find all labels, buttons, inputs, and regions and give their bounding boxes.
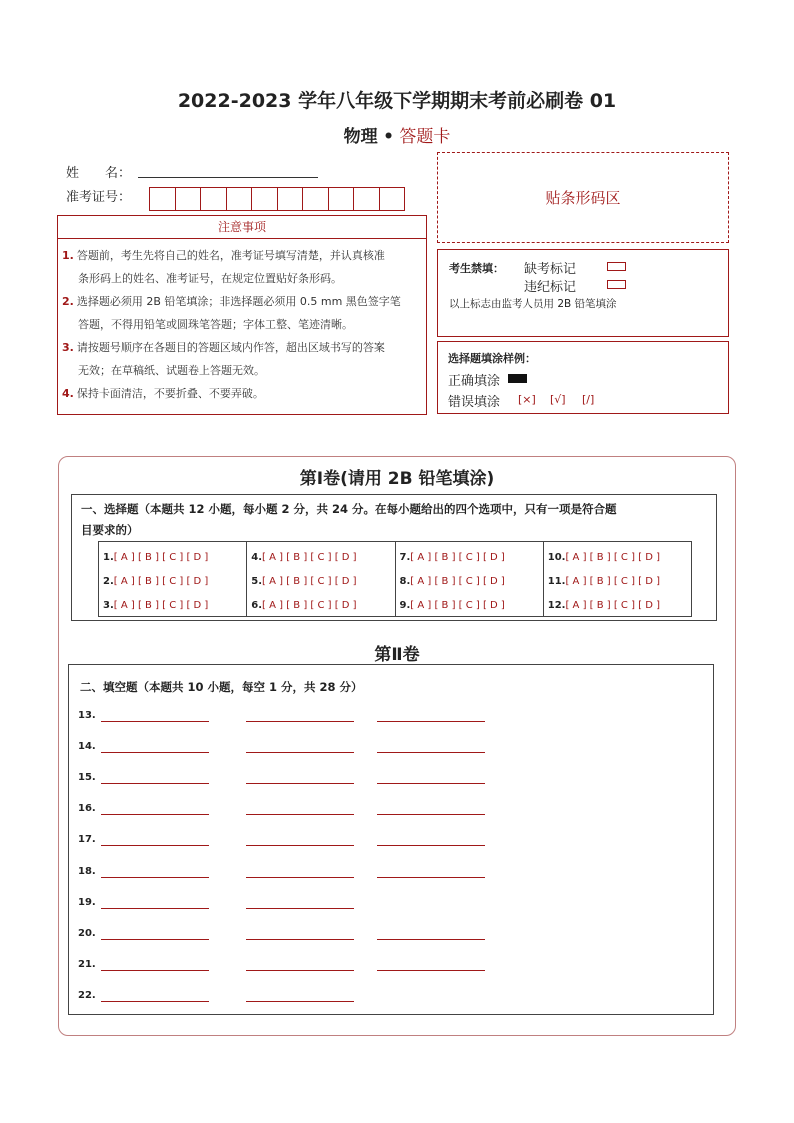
choice-question-number: 9. [399,600,411,611]
fill-example-panel [437,341,729,414]
notice-text: 答题前，考生先将自己的姓名，准考证号填写清楚，并认真核准 [76,249,385,262]
exam-id-digit-box[interactable] [149,187,176,211]
exam-id-digit-box[interactable] [379,187,406,211]
fill-blank-line[interactable] [377,877,485,878]
exam-id-digit-box[interactable] [328,187,355,211]
fill-blank-line[interactable] [246,939,354,940]
notice-item [62,244,422,290]
fill-section-title: 二、填空题（本题共 10 小题，每空 1 分，共 28 分） [80,680,363,694]
ban-panel [437,249,729,337]
fill-blank-line[interactable] [246,845,354,846]
notice-text: 答题，不得用铅笔或圆珠笔答题；字体工整、笔迹清晰。 [78,318,353,331]
choice-question[interactable] [247,594,394,618]
choice-options[interactable]: [ A ] [ B ] [ C ] [ D ] [410,576,505,587]
fill-blank-line[interactable] [101,908,209,909]
exam-id-digit-box[interactable] [353,187,380,211]
violation-mark-box[interactable] [607,280,626,289]
fill-blank-line[interactable] [377,845,485,846]
fill-blank-line[interactable] [101,1001,209,1002]
fill-blank-line[interactable] [101,814,209,815]
fill-question-number: 17. [78,834,96,846]
absent-mark-box[interactable] [607,262,626,271]
barcode-area [437,152,729,243]
notice-text: 无效；在草稿纸、试题卷上答题无效。 [78,364,265,377]
choice-options[interactable]: [ A ] [ B ] [ C ] [ D ] [113,576,209,587]
choice-options[interactable]: [ A ] [ B ] [ C ] [ D ] [262,552,357,563]
choice-question[interactable] [99,594,246,618]
choice-question[interactable] [247,570,394,594]
page-title: 2022-2023 学年八年级下学期期末考前必刷卷 01 [177,90,617,112]
wrong-mark-check: [√] [550,393,566,406]
separator-dot: • [383,127,394,147]
choice-column [396,542,544,616]
example-heading: 选择题填涂样例： [448,352,536,365]
fill-question-number: 20. [78,927,96,939]
choice-options[interactable]: [ A ] [ B ] [ C ] [ D ] [565,600,661,611]
notice-num: 2. [62,295,74,308]
subject-label: 物理 [343,127,378,147]
notice-item [62,336,422,382]
choice-question[interactable] [544,546,691,570]
choice-question[interactable] [396,570,543,594]
notice-item [62,382,422,405]
barcode-label: 贴条形码区 [545,189,621,207]
choice-question-number: 1. [103,552,114,563]
notice-text: 条形码上的姓名、准考证号，在规定位置贴好条形码。 [78,272,342,285]
choice-options[interactable]: [ A ] [ B ] [ C ] [ D ] [113,552,209,563]
fill-question-number: 18. [78,865,96,877]
fill-blank-line[interactable] [377,783,485,784]
fill-blank-line[interactable] [246,721,354,722]
wrong-mark-x: [×] [518,393,536,406]
fill-question-number: 22. [78,989,96,1001]
choice-options[interactable]: [ A ] [ B ] [ C ] [ D ] [565,576,661,587]
choice-question-number: 11. [547,576,566,587]
notice-panel [57,215,427,415]
choice-question[interactable] [544,570,691,594]
exam-id-digit-box[interactable] [277,187,304,211]
choice-question-number: 12. [547,600,566,611]
correct-fill-label: 正确填涂 [448,374,501,389]
choice-column [544,542,691,616]
choice-question-number: 5. [251,576,263,587]
fill-blank-line[interactable] [377,721,485,722]
choice-question-number: 6. [251,600,263,611]
exam-id-digit-box[interactable] [302,187,329,211]
choice-options[interactable]: [ A ] [ B ] [ C ] [ D ] [410,600,505,611]
wrong-mark-slash: [/] [582,393,595,406]
exam-id-digit-box[interactable] [251,187,278,211]
choice-question-number: 8. [399,576,411,587]
notice-text: 请按题号顺序在各题目的答题区域内作答，超出区域书写的答案 [76,341,385,354]
notice-text: 选择题必须用 2B 铅笔填涂；非选择题必须用 0.5 mm 黑色签字笔 [76,295,401,308]
fill-blank-line[interactable] [377,939,485,940]
choice-question-number: 10. [547,552,566,563]
page-subtitle [0,122,794,147]
exam-id-label: 准考证号： [66,190,132,205]
choice-options[interactable]: [ A ] [ B ] [ C ] [ D ] [113,600,209,611]
fill-blank-line[interactable] [377,752,485,753]
absent-label: 缺考标记 [524,262,577,277]
notice-heading: 注意事项 [58,216,426,239]
fill-question-number: 13. [78,710,96,721]
choice-question-number: 2. [103,576,114,587]
part1-title: 第Ⅰ卷(请用 2B 铅笔填涂) [299,469,495,489]
exam-id-digit-box[interactable] [200,187,227,211]
fill-blank-line[interactable] [101,939,209,940]
fill-question-number: 19. [78,896,96,908]
correct-fill-sample [508,374,527,383]
choice-question[interactable] [544,594,691,618]
fill-blank-line[interactable] [246,752,354,753]
exam-id-digit-box[interactable] [226,187,253,211]
exam-id-digit-box[interactable] [175,187,202,211]
fill-question-number: 14. [78,741,96,753]
fill-blank-line[interactable] [101,752,209,753]
choice-question[interactable] [396,594,543,618]
choice-section-title: 一、选择题（本题共 12 小题，每小题 2 分，共 24 分。在每小题给出的四个选项中，只有一项是符合题 [81,502,617,516]
answer-card-label: 答题卡 [399,127,451,147]
fill-blank-line[interactable] [377,814,485,815]
fill-blank-line[interactable] [246,908,354,909]
choice-options[interactable]: [ A ] [ B ] [ C ] [ D ] [262,600,357,611]
ban-label: 考生禁填： [449,262,504,275]
fill-question-box [68,664,714,1015]
name-field[interactable] [138,177,318,178]
violation-label: 违纪标记 [524,280,577,295]
fill-question-number: 16. [78,803,96,815]
choice-column [99,542,247,616]
choice-question-number: 3. [103,600,114,611]
fill-blank-line[interactable] [246,877,354,878]
ban-note: 以上标志由监考人员用 2B 铅笔填涂 [449,298,617,310]
choice-question[interactable] [99,546,246,570]
choice-question[interactable] [247,546,394,570]
fill-question-number: 21. [78,958,96,970]
choice-question[interactable] [396,546,543,570]
notice-num: 4. [62,387,74,400]
fill-blank-line[interactable] [377,970,485,971]
part2-title: 第Ⅱ卷 [374,645,420,665]
fill-blank-line[interactable] [101,970,209,971]
exam-id-boxes[interactable] [150,187,405,211]
choice-question-number: 4. [251,552,263,563]
fill-blank-line[interactable] [101,721,209,722]
notice-num: 3. [62,341,74,354]
fill-blank-line[interactable] [246,783,354,784]
choice-options[interactable]: [ A ] [ B ] [ C ] [ D ] [410,552,505,563]
fill-blank-line[interactable] [246,814,354,815]
wrong-fill-label: 错误填涂 [448,395,501,410]
notice-text: 保持卡面清洁，不要折叠、不要弄破。 [76,387,264,400]
choice-question[interactable] [99,570,246,594]
fill-blank-line[interactable] [101,845,209,846]
fill-blank-line[interactable] [101,877,209,878]
choice-column [247,542,395,616]
notice-num: 1. [62,249,74,262]
fill-blank-line[interactable] [101,783,209,784]
choice-options[interactable]: [ A ] [ B ] [ C ] [ D ] [262,576,357,587]
choice-options[interactable]: [ A ] [ B ] [ C ] [ D ] [565,552,661,563]
choice-question-number: 7. [399,552,411,563]
notice-item [62,290,422,336]
choice-grid [98,541,692,617]
name-label: 姓 名： [66,166,132,181]
choice-section-title-cont: 目要求的） [81,523,139,537]
fill-question-number: 15. [78,772,96,784]
fill-blank-line[interactable] [246,1001,354,1002]
fill-blank-line[interactable] [246,970,354,971]
